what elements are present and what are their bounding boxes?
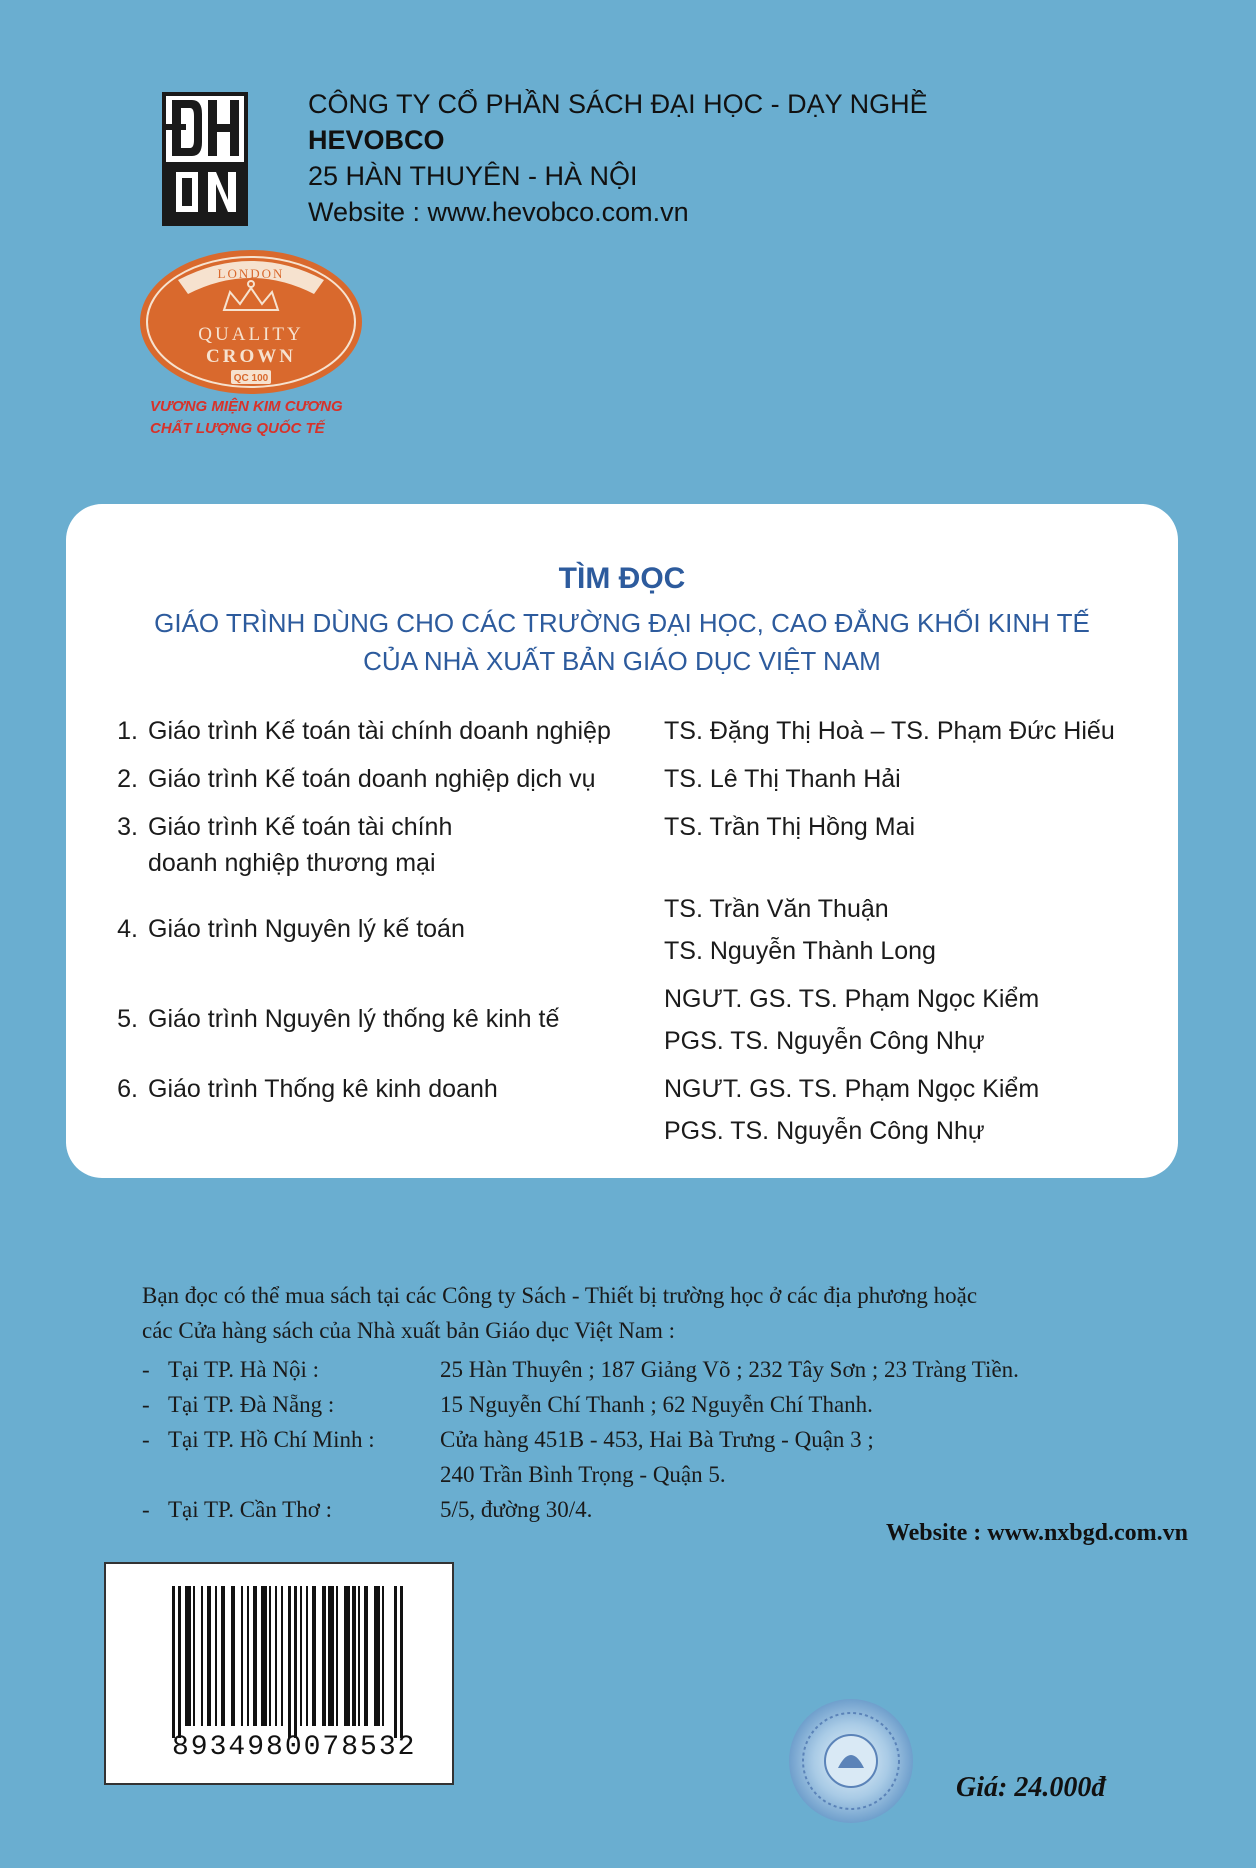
location-city: Tại TP. Hà Nội : bbox=[168, 1357, 319, 1382]
barcode-box bbox=[104, 1562, 454, 1785]
book-item-3 bbox=[102, 808, 452, 846]
list-item: - Tại TP. Hà Nội : 25 Hàn Thuyên ; 187 Giảng Võ ; 232 Tây Sơn ; 23 Tràng Tiền. bbox=[142, 1352, 1019, 1387]
publisher-website-link[interactable]: Website : www.nxbgd.com.vn bbox=[885, 1520, 1188, 1546]
buying-intro-line1: Bạn đọc có thể mua sách tại các Công ty Sách - Thiết bị trường học ở các địa phương hoặc bbox=[142, 1283, 978, 1308]
book-item-6 bbox=[102, 1070, 498, 1108]
book-title: Giáo trình Nguyên lý kế toán bbox=[148, 915, 465, 943]
barcode-bar bbox=[215, 1586, 217, 1726]
book-number: 5. bbox=[117, 1005, 138, 1033]
barcode-bar bbox=[352, 1586, 356, 1726]
barcode-bar bbox=[344, 1586, 350, 1726]
barcode-bar bbox=[306, 1586, 308, 1726]
publisher-address: 25 HÀN THUYÊN - HÀ NỘI bbox=[308, 161, 638, 191]
list-item: - Tại TP. Cần Thơ : 5/5, đường 30/4. bbox=[142, 1492, 1019, 1527]
price bbox=[956, 1772, 1105, 1804]
barcode-bar bbox=[322, 1586, 326, 1726]
book-author: PGS. TS. Nguyễn Công Nhự bbox=[664, 1117, 985, 1145]
barcode-bar bbox=[288, 1586, 291, 1738]
book-author: TS. Nguyễn Thành Long bbox=[664, 937, 936, 965]
book-author: TS. Trần Văn Thuận bbox=[664, 895, 889, 923]
publisher-brand: HEVOBCO bbox=[308, 125, 445, 155]
book-title: Giáo trình Kế toán tài chính doanh nghiệp bbox=[148, 717, 611, 745]
book-author: PGS. TS. Nguyễn Công Nhự bbox=[664, 1027, 985, 1055]
barcode-bar bbox=[358, 1586, 360, 1726]
book-author: NGƯT. GS. TS. Phạm Ngọc Kiểm bbox=[664, 1075, 1040, 1103]
list-item bbox=[142, 1457, 1019, 1492]
book-number: 2. bbox=[117, 765, 138, 793]
book-title: Giáo trình Nguyên lý thống kê kinh tế bbox=[148, 1005, 560, 1033]
barcode-bar bbox=[231, 1586, 235, 1726]
barcode-icon bbox=[172, 1586, 442, 1738]
book-author: NGƯT. GS. TS. Phạm Ngọc Kiểm bbox=[664, 985, 1040, 1013]
publisher-info bbox=[308, 86, 928, 230]
badge-caption bbox=[150, 396, 350, 440]
badge-caption-line2: CHẤT LƯỢNG QUỐC TẾ bbox=[150, 420, 325, 437]
barcode-bar bbox=[400, 1586, 403, 1738]
panel-subtitle-line2: CỦA NHÀ XUẤT BẢN GIÁO DỤC VIỆT NAM bbox=[363, 646, 881, 676]
barcode-bar bbox=[328, 1586, 334, 1726]
barcode-bar bbox=[382, 1586, 384, 1726]
book-item-5 bbox=[102, 1000, 559, 1038]
buying-intro-line2: các Cửa hàng sách của Nhà xuất bản Giáo dục Việt Nam : bbox=[142, 1318, 676, 1343]
book-number: 6. bbox=[117, 1075, 138, 1103]
book-title: Giáo trình Kế toán doanh nghiệp dịch vụ bbox=[148, 765, 596, 793]
barcode-bar bbox=[294, 1586, 297, 1738]
barcode-number: 8934980078532 bbox=[172, 1732, 417, 1763]
recommended-books-panel bbox=[66, 504, 1178, 1178]
list-item: - Tại TP. Hồ Chí Minh : Cửa hàng 451B - 453, Hai Bà Trưng - Quận 3 ; bbox=[142, 1422, 1019, 1457]
book-number: 3. bbox=[117, 813, 138, 841]
barcode-bar bbox=[241, 1586, 243, 1726]
panel-subtitle-line1: GIÁO TRÌNH DÙNG CHO CÁC TRƯỜNG ĐẠI HỌC, CAO ĐẲNG KHỐI KINH TẾ bbox=[154, 608, 1090, 638]
barcode-bar bbox=[300, 1586, 302, 1726]
book-item-4 bbox=[102, 910, 465, 948]
barcode-bar bbox=[172, 1586, 175, 1738]
barcode-bar bbox=[247, 1586, 249, 1726]
price-label: Giá: bbox=[956, 1772, 1008, 1803]
barcode-bar bbox=[178, 1586, 181, 1738]
barcode-bar bbox=[364, 1586, 368, 1726]
book-item-1 bbox=[102, 712, 611, 750]
quality-crown-badge-icon bbox=[138, 248, 364, 396]
publisher-name: CÔNG TY CỔ PHẦN SÁCH ĐẠI HỌC - DẠY NGHỀ bbox=[308, 89, 928, 119]
dh-dn-logo-icon bbox=[166, 96, 244, 222]
list-item: - Tại TP. Đà Nẵng : 15 Nguyễn Chí Thanh ; 62 Nguyễn Chí Thanh. bbox=[142, 1387, 1019, 1422]
location-address: 5/5, đường 30/4. bbox=[440, 1497, 593, 1522]
barcode-bar bbox=[336, 1586, 338, 1726]
location-city: Tại TP. Cần Thơ : bbox=[168, 1497, 333, 1522]
book-author: TS. Đặng Thị Hoà – TS. Phạm Đức Hiếu bbox=[664, 717, 1115, 745]
barcode-bar bbox=[193, 1586, 195, 1726]
location-address: Cửa hàng 451B - 453, Hai Bà Trưng - Quận 3 ; bbox=[440, 1427, 874, 1452]
barcode-bar bbox=[374, 1586, 380, 1726]
book-number: 4. bbox=[117, 915, 138, 943]
barcode-bar bbox=[394, 1586, 397, 1738]
hologram-seal-icon bbox=[788, 1698, 914, 1824]
book-title: Giáo trình Thống kê kinh doanh bbox=[148, 1075, 498, 1103]
barcode-bar bbox=[312, 1586, 316, 1726]
location-city: Tại TP. Đà Nẵng : bbox=[168, 1392, 335, 1417]
publisher-logo bbox=[162, 92, 248, 226]
location-address: 15 Nguyễn Chí Thanh ; 62 Nguyễn Chí Thanh. bbox=[440, 1392, 873, 1417]
svg-text:QC 100: QC 100 bbox=[233, 373, 269, 384]
price-value: 24.000đ bbox=[1014, 1772, 1106, 1803]
buying-intro bbox=[142, 1278, 977, 1348]
location-city: Tại TP. Hồ Chí Minh : bbox=[168, 1427, 375, 1452]
book-author: TS. Lê Thị Thanh Hải bbox=[664, 765, 901, 793]
badge-caption-line1: VƯƠNG MIỆN KIM CƯƠNG bbox=[150, 398, 343, 415]
barcode-bar bbox=[221, 1586, 225, 1726]
barcode-bar bbox=[207, 1586, 211, 1726]
barcode-bar bbox=[281, 1586, 283, 1726]
panel-title: TÌM ĐỌC bbox=[558, 562, 686, 595]
barcode-bar bbox=[253, 1586, 257, 1726]
location-address: 240 Trần Bình Trọng - Quận 5. bbox=[440, 1462, 726, 1487]
publisher-website: Website : www.hevobco.com.vn bbox=[308, 197, 689, 227]
buying-location-list bbox=[142, 1352, 1019, 1527]
book-author: TS. Trần Thị Hồng Mai bbox=[664, 813, 916, 841]
book-number: 1. bbox=[117, 717, 138, 745]
barcode-bar bbox=[201, 1586, 203, 1726]
barcode-bar bbox=[261, 1586, 267, 1726]
location-address: 25 Hàn Thuyên ; 187 Giảng Võ ; 232 Tây Sơn ; 23 Tràng Tiền. bbox=[440, 1357, 1019, 1382]
svg-text:QUALITY: QUALITY bbox=[198, 324, 304, 345]
barcode-bar bbox=[185, 1586, 191, 1726]
book-title: Giáo trình Kế toán tài chính bbox=[148, 813, 453, 841]
barcode-bar bbox=[269, 1586, 271, 1726]
svg-text:LONDON: LONDON bbox=[217, 266, 285, 281]
svg-text:CROWN: CROWN bbox=[206, 346, 296, 367]
barcode-bar bbox=[275, 1586, 277, 1726]
panel-subtitle bbox=[66, 604, 1178, 680]
book-title-continued: doanh nghiệp thương mại bbox=[148, 849, 436, 877]
book-item-2 bbox=[102, 760, 596, 798]
